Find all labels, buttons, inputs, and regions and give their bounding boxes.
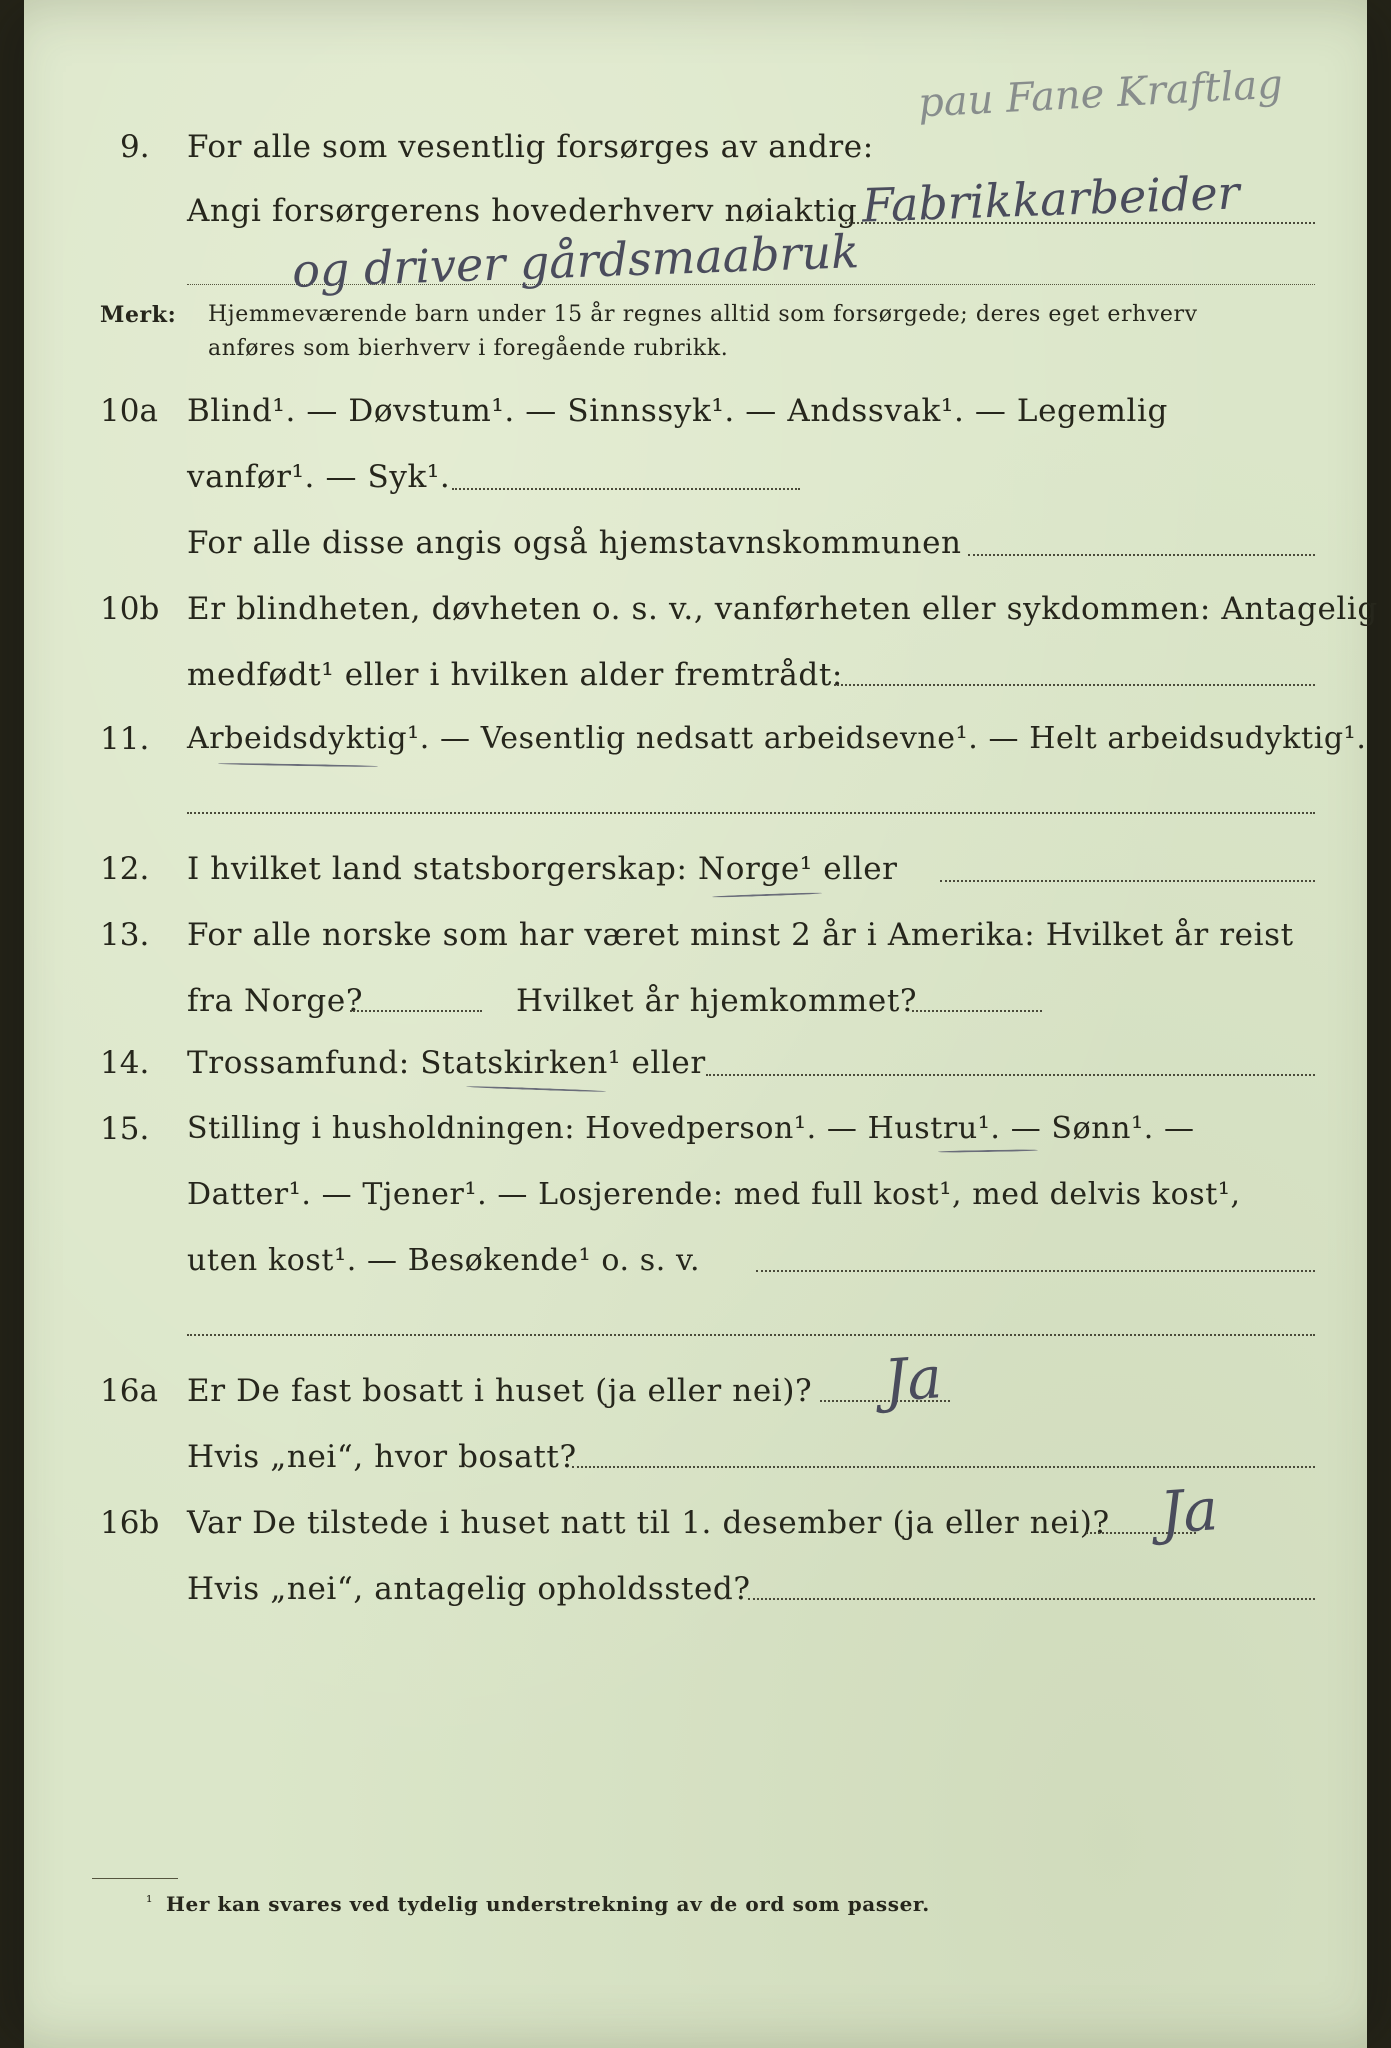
footnote-marker: ¹ [146,1892,154,1911]
item-12-answer-underline [712,892,822,898]
item-10a-line-1: Blind¹. — Døvstum¹. — Sinnssyk¹. — Andssvak¹. — Legemlig [187,393,1168,429]
item-16a-where-line [572,1466,1315,1468]
item-13-returned-label: Hvilket år hjemkommet? [516,983,918,1019]
note-line-2: anføres som bierhverv i foregående rubrikk. [208,336,729,361]
item-16a-line-2: Hvis „nei“, hvor bosatt? [187,1439,577,1475]
item-13-departed-line [350,1010,482,1012]
item-16b-answer: Ja [1157,1475,1221,1547]
item-12-answer-line [940,880,1315,882]
item-10b-answer-line [834,684,1315,686]
item-10a-municipality-line [968,554,1315,556]
item-11-line-1: Arbeidsdyktig¹. — Vesentlig nedsatt arbeidsevne¹. — Helt arbeidsudyktig¹. [187,721,1367,756]
item-16a-number: 16a [100,1373,158,1409]
item-16a-line-1: Er De fast bosatt i huset (ja eller nei)? [187,1373,813,1409]
item-13-departed-label: fra Norge? [187,983,364,1019]
item-15-answer-underline [938,1149,1038,1153]
item-12-line-1: I hvilket land statsborgerskap: Norge¹ eller [187,851,898,887]
item-15-number: 15. [100,1111,150,1147]
item-10b-number: 10b [100,591,160,627]
item-13-line-1: For alle norske som har været minst 2 år i Amerika: Hvilket år reist [187,917,1294,953]
item-11-answer-underline [218,763,378,768]
item-14-number: 14. [100,1045,150,1081]
item-9-instruction: Angi forsørgerens hovederhverv nøiaktig [187,193,858,229]
item-10b-line-1: Er blindheten, døvheten o. s. v., vanførheten eller sykdommen: Antagelig [187,591,1378,627]
item-11-number: 11. [100,721,150,757]
left-scan-edge [0,0,24,2048]
item-9-answer-continuation: og driver gårdsmaabruk [291,224,860,298]
item-16b-number: 16b [100,1505,160,1541]
item-9-number: 9. [120,129,150,165]
note-line-1: Hjemmeværende barn under 15 år regnes alltid som forsørgede; deres eget erhverv [208,302,1198,327]
footnote-text: Her kan svares ved tydelig understrekning av de ord som passer. [166,1892,930,1916]
item-14-answer-line [706,1074,1315,1076]
item-15-answer-line [756,1270,1315,1272]
item-10a-number: 10a [100,393,158,429]
item-15-line-2: Datter¹. — Tjener¹. — Losjerende: med full kost¹, med delvis kost¹, [187,1177,1241,1212]
item-13-returned-line [912,1010,1042,1012]
item-12-number: 12. [100,851,150,887]
item-11-answer-line [187,812,1315,814]
item-16b-location-line [748,1598,1315,1600]
item-13-number: 13. [100,917,150,953]
note-label: Merk: [100,302,177,328]
item-15-line-1: Stilling i husholdningen: Hovedperson¹. — Hustru¹. — Sønn¹. — [187,1111,1195,1146]
item-10a-line-2: vanfør¹. — Syk¹. [187,459,451,495]
item-15-extra-line [187,1334,1315,1336]
item-14-line-1: Trossamfund: Statskirken¹ eller [187,1045,706,1081]
item-9-question: For alle som vesentlig forsørges av andre: [187,129,874,165]
item-15-line-3: uten kost¹. — Besøkende¹ o. s. v. [187,1243,701,1278]
item-16a-answer: Ja [881,1343,945,1415]
item-16b-line-1: Var De tilstede i huset natt til 1. desember (ja eller nei)? [187,1505,1110,1541]
item-16b-line-2: Hvis „nei“, antagelig opholdssted? [187,1571,751,1607]
item-10b-line-2: medfødt¹ eller i hvilken alder fremtrådt: [187,657,843,693]
item-9-answer-occupation: Fabrikkarbeider [861,165,1241,233]
item-10a-answer-line [452,488,800,490]
right-scan-edge [1367,0,1391,2048]
item-10a-line-3: For alle disse angis også hjemstavnskommunen [187,525,962,561]
item-14-answer-underline [466,1086,606,1093]
footnote-rule [92,1878,178,1879]
pencil-note: pau Fane Kraftlag [917,61,1284,127]
